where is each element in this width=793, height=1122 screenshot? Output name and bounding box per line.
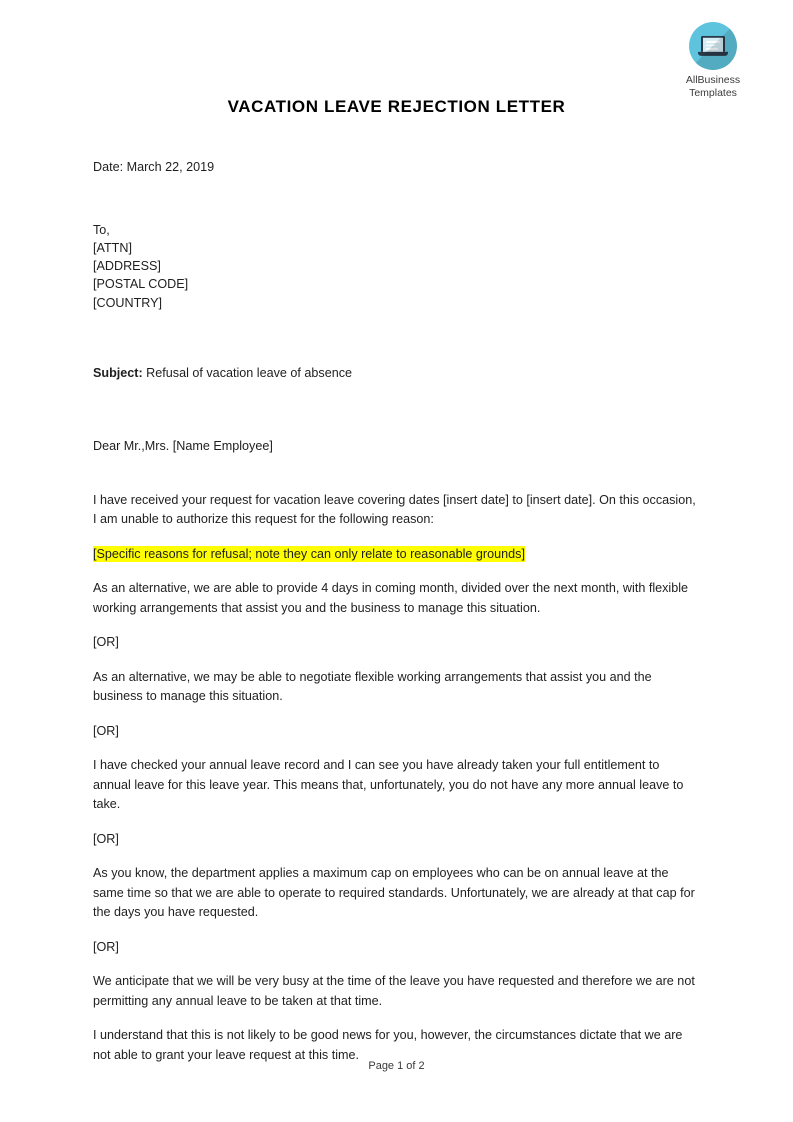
logo-wordmark bbox=[661, 74, 765, 99]
recipient-attn: [ATTN] bbox=[93, 240, 132, 255]
recipient-address-block bbox=[93, 221, 698, 312]
date-line: Date: March 22, 2019 bbox=[93, 160, 215, 174]
page-footer: Page 1 of 2 bbox=[368, 1060, 425, 1072]
recipient-to: To, bbox=[93, 222, 110, 237]
paragraph-3: As an alternative, we may be able to negotiate flexible working arrangements that assist you and the business to manage this situation. bbox=[93, 669, 652, 704]
subject-text: Refusal of vacation leave of absence bbox=[142, 365, 353, 380]
logo-shadow bbox=[689, 22, 737, 70]
paragraph-4: I have checked your annual leave record and I can see you have already taken your full entitlement to annual leave for this leave year. This means that, unfortunately, you do not have any more annual leave to take. bbox=[93, 758, 684, 812]
paragraph-7: I understand that this is not likely to be good news for you, however, the circumstances dictate that we are not able to grant your leave request at this time. bbox=[93, 1028, 683, 1062]
or-separator-4: [OR] bbox=[93, 939, 119, 954]
page-title: VACATION LEAVE REJECTION LETTER bbox=[227, 97, 566, 116]
highlighted-placeholder bbox=[93, 545, 698, 565]
logo-wordmark-line2: Templates bbox=[689, 86, 737, 99]
logo-wordmark-line1: AllBusiness bbox=[685, 74, 741, 86]
recipient-address: [ADDRESS] bbox=[93, 259, 161, 274]
logo-circle bbox=[689, 22, 737, 70]
paragraph-6: We anticipate that we will be very busy at the time of the leave you have requested and therefore we are not permitting any annual leave to be taken at that time. bbox=[93, 974, 695, 1008]
or-separator-1: [OR] bbox=[93, 635, 119, 650]
salutation: Dear Mr.,Mrs. [Name Employee] bbox=[93, 439, 273, 454]
recipient-country: [COUNTRY] bbox=[93, 295, 163, 310]
subject-label: Subject: bbox=[93, 365, 143, 380]
brand-logo bbox=[661, 22, 765, 99]
letter-body bbox=[93, 158, 698, 1065]
or-separator-2: [OR] bbox=[93, 723, 119, 738]
recipient-postal-code: [POSTAL CODE] bbox=[93, 277, 189, 292]
highlighted-text: [Specific reasons for refusal; note they can only relate to reasonable grounds] bbox=[93, 546, 525, 561]
paragraph-5: As you know, the department applies a maximum cap on employees who can be on annual leave at the same time so that we are able to operate to required standards. Unfortunately, we are already at that cap for the days you have requested. bbox=[93, 866, 695, 920]
or-separator-3: [OR] bbox=[93, 831, 119, 846]
subject-line bbox=[93, 364, 698, 384]
paragraph-1: I have received your request for vacation leave covering dates [insert date] to [insert date]. On this occasion, I am unable to authorize this request for the following reason: bbox=[93, 492, 696, 527]
paragraph-2: As an alternative, we are able to provide 4 days in coming month, divided over the next month, with flexible working arrangements that assist you and the business to manage this situation. bbox=[93, 581, 689, 615]
